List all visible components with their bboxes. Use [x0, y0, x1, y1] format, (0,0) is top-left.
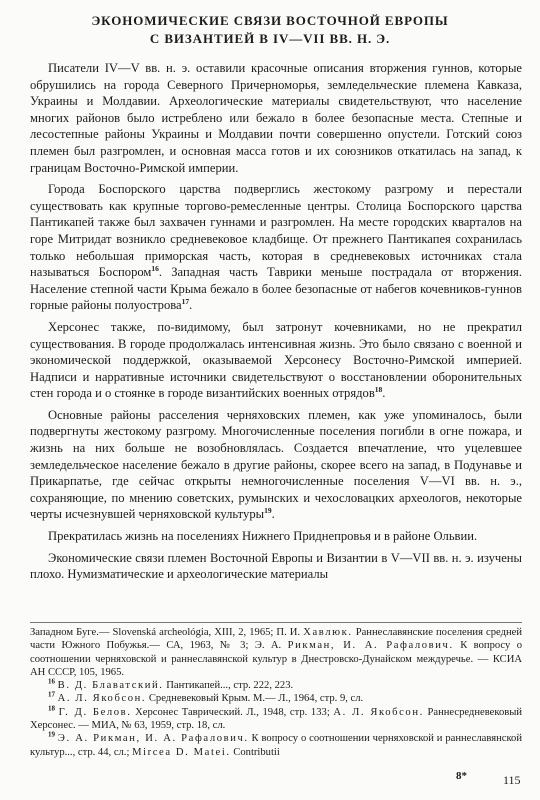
footnote-author: Mircea D. Matei. [132, 746, 231, 758]
footnote-text: Херсонес Таврический. Л., 1948, стр. 133; [135, 706, 330, 718]
paragraph-2 [30, 181, 522, 314]
paragraph-text: Писатели IV—V вв. н. э. оставили красочные описания вторжения гуннов, которые обрушились на города Северного Причерноморья, земледельческие племена Кавказа, Украины и Молдавии. Археологические материалы свидетельствуют, что население многих районов было истреблено или бежало в более безопасные места. Степные и лесостепные районы Украины и Молдавии почти совершенно опустели. Готский союз племен был разгромлен, и основная масса готов и их союзников откатилась на запад, к границам Восточно-Римской империи. [30, 61, 522, 175]
footnote-text: Средневековый Крым. М.— Л., 1964, стр. 9, сл. [148, 693, 364, 705]
paragraph-text: . [382, 386, 386, 401]
paragraph-text: Прекратилась жизнь на поселениях Нижнего Приднепровья и в районе Ольвии. [48, 529, 478, 544]
paragraph-text: . [271, 507, 275, 522]
page-number: 115 [503, 773, 521, 787]
main-text [30, 60, 522, 588]
paragraph-1 [30, 60, 522, 176]
footnote-text: Раннесредневековый Херсонес. — МИА, № 63, 1959, стр. 18, сл. [30, 706, 523, 732]
paragraph-text: Города Боспорского царства подверглись жестокому разгрому и перестали существовать как крупные торгово-ремесленные центры. Столица Боспорского царства Пантикапей также был захвачен гуннами и разгромлен. На месте городских кварталов на горе Митридат возникло средневековое кладбище. От прежнего Пантикапея сохранилась только небольшая приморская часть, которая в средневековых источниках стала называться Боспором [30, 182, 522, 280]
signature-mark: 8* [456, 770, 467, 782]
paragraph-6 [30, 550, 522, 583]
footnote-author: Э. А. Рикман, И. А. Рафалович. [57, 733, 249, 745]
footnote-divider [30, 622, 522, 623]
paragraph-3 [30, 319, 522, 402]
paragraph-5 [30, 528, 522, 545]
footnote-ref-19: 19 [264, 506, 272, 516]
paragraph-text: Херсонес также, по-видимому, был затронут кочевниками, но не прекратил существования. В городе продолжалась интенсивная жизнь. Это было связано с военной и экономической поддержкой, оказываемой Херсонесу Восточно-Римской империей. Надписи и нарративные источники свидетельствуют о восстановлении оборонительных стен города и о стоянке в городе византийских военных отрядов [30, 319, 522, 401]
footnote-author: Г. Д. Белов. [58, 706, 132, 718]
footnote-text: К вопросу о соотношении черняховской и раннеславянской культур в Днестровско-Дунайском междуречье. — КСИА АН СССР, 105, 1965. [30, 640, 523, 678]
title-line-2: С ВИЗАНТИЕЙ В IV—VII ВВ. Н. Э. [149, 31, 391, 46]
footnotes [30, 626, 522, 759]
footnote-author: А. Л. Якобсон. [333, 706, 424, 718]
footnote-author: Хавлюк. [303, 627, 353, 638]
footnote-number: 17 [48, 690, 55, 699]
footnote-17 [30, 692, 522, 705]
footnote-18 [30, 706, 522, 733]
footnote-author: Рикман, И. А. Рафалович. [287, 640, 454, 652]
paragraph-4 [30, 407, 522, 523]
footnote-ref-16: 16 [151, 263, 159, 273]
paragraph-text: . Западная часть Таврики меньше пострадала от вторжения. Население степной части Крыма бежало в более безопасные от набегов кочевников-гуннов горные районы полуострова [30, 265, 523, 313]
footnote-text: Раннеславянские поселения средней части Южного Побужья.— СА, 1963, № 3; Э. А. [30, 627, 522, 652]
footnote-number: 18 [48, 704, 55, 713]
footnote-author: А. Л. Якобсон. [57, 693, 147, 705]
footnote-author: В. Д. Блаватский. [57, 680, 164, 692]
footnote-number: 19 [48, 730, 55, 739]
paragraph-text: Основные районы расселения черняховских племен, как уже упоминалось, были подвергнуты жестокому разгрому. Многочисленные поселения погибли в огне пожара, и жизнь на них больше не возобновлялась. Создается впечатление, что уцелевшее земледельческое население бежало в другие районы, скорее всего на запад, в Подунавье и Прикарпатье, где сейчас открыты немногочисленные поселения V—VI вв. н. э., сохраняющие, по мнению советских, румынских и чехословацких археологов, некоторые черты исчезнувшей черняховской культуры [30, 407, 522, 522]
footnote-16 [30, 679, 522, 692]
paragraph-text: Экономические связи племен Восточной Европы и Византии в V—VII вв. н. э. изучены плохо. Нумизматические и археологические материалы [30, 550, 522, 582]
footnote-text: Contributii [233, 746, 280, 758]
footnote-continuation [30, 626, 522, 679]
chapter-title [0, 12, 540, 48]
footnote-19 [30, 732, 522, 759]
paragraph-text: . [189, 298, 193, 313]
title-line-1: ЭКОНОМИЧЕСКИЕ СВЯЗИ ВОСТОЧНОЙ ЕВРОПЫ [91, 13, 449, 28]
footnote-ref-17: 17 [181, 297, 190, 307]
footnote-text: Пантикапей..., стр. 222, 223. [166, 680, 294, 692]
footnote-text: Западном Буге.— Slovenská archeológia, XIII, 2, 1965; П. И. [30, 627, 301, 638]
footnote-ref-18: 18 [374, 385, 383, 395]
footnote-number: 16 [48, 677, 55, 686]
footnote-text: К вопросу о соотношении черняховской и раннеславянской культур..., стр. 44, сл.; [30, 733, 523, 758]
